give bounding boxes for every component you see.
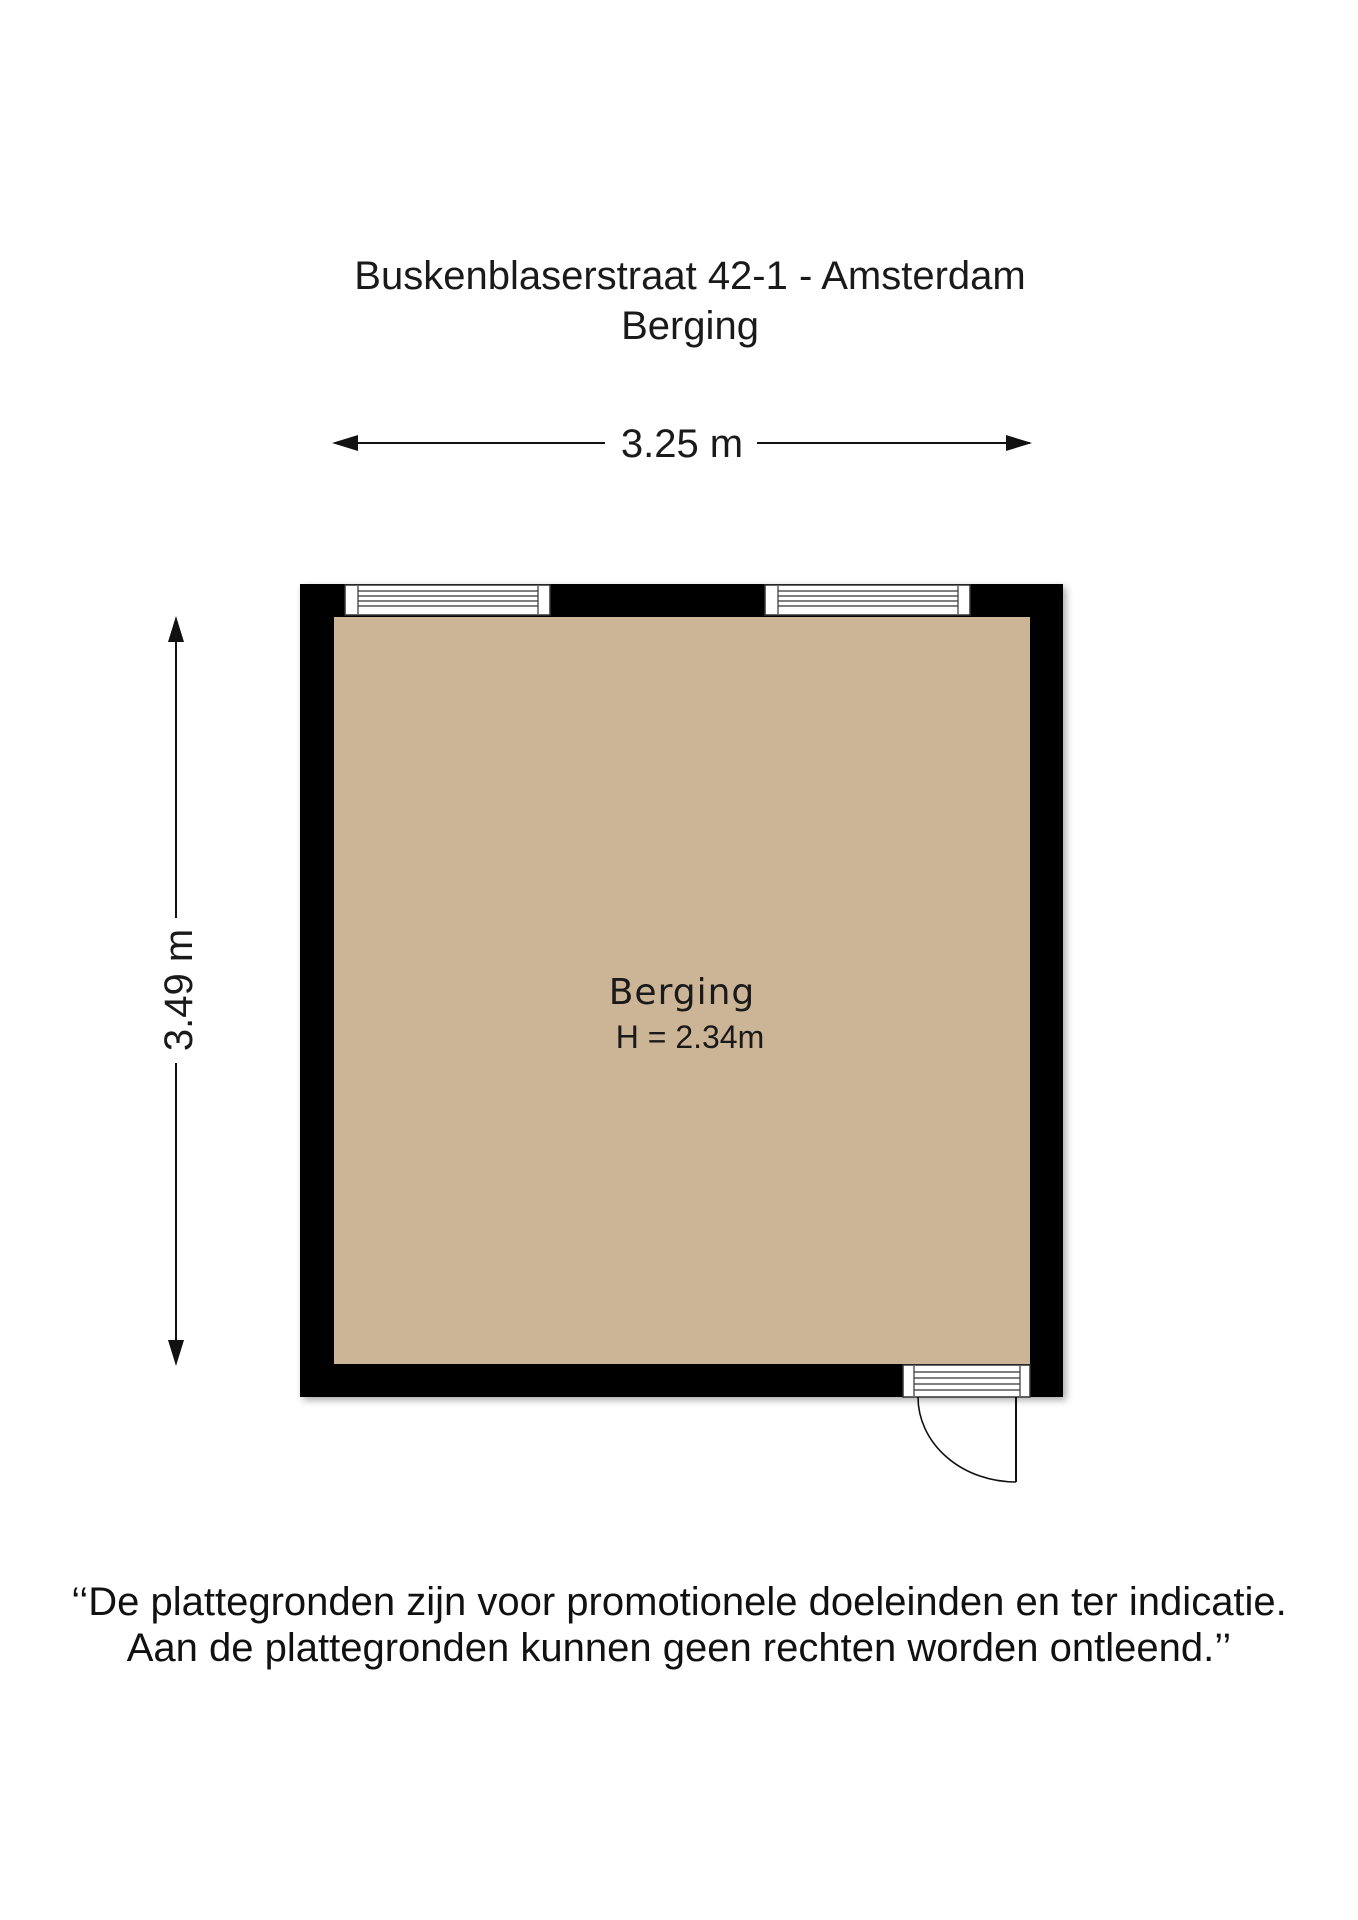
room-height-label: H = 2.34m [615,1019,765,1055]
depth-arrow-top [168,616,184,642]
depth-arrow-bottom [168,1340,184,1366]
width-dimension [332,422,1032,466]
depth-dimension [157,616,201,1366]
window-top-right [765,585,970,615]
window-top-left [345,585,550,615]
door-bottom-right [903,1365,1030,1482]
depth-dimension-label: 3.49 m [157,928,201,1052]
width-arrow-right [1006,435,1032,451]
door-swing-arc [918,1397,1016,1482]
disclaimer-line-2: Aan de plattegronden kunnen geen rechten worden ontleend.’’ [126,1626,1232,1670]
plan-title-address: Buskenblaserstraat 42-1 - Amsterdam [354,254,1026,298]
plan-title-floor: Berging [621,304,759,348]
room-name-label: Berging [608,972,756,1013]
disclaimer-line-1: ‘‘De plattegronden zijn voor promotionele doeleinden en ter indicatie. [71,1580,1287,1624]
width-dimension-label: 3.25 m [620,422,744,466]
width-arrow-left [332,435,358,451]
